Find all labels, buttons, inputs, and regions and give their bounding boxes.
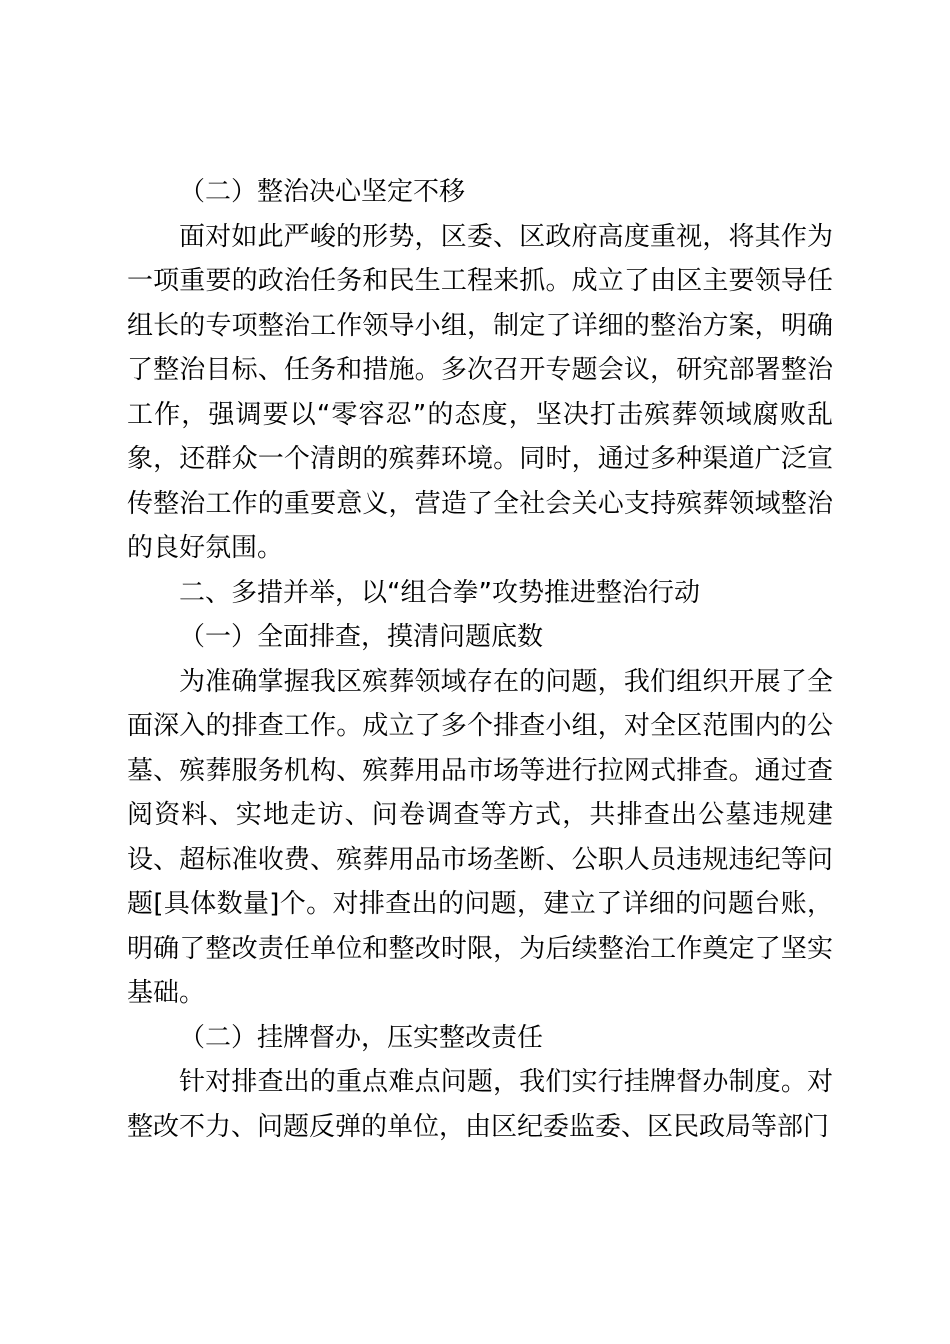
subsection-heading-investigation: （一）全面排查，摸清问题底数 bbox=[179, 622, 544, 652]
document-body bbox=[127, 170, 833, 1149]
paragraph-supervision: 针对排查出的重点难点问题，我们实行挂牌督办制度。对整改不力、问题反弹的单位，由区纪委监委、区民政局等部门 bbox=[127, 1067, 833, 1142]
paragraph-determination: 面对如此严峻的形势，区委、区政府高度重视，将其作为一项重要的政治任务和民生工程来抓。成立了由区主要领导任组长的专项整治工作领导小组，制定了详细的整治方案，明确了整治目标、任务和措施。多次召开专题会议，研究部署整治工作，强调要以“零容忍”的态度，坚决打击殡葬领域腐败乱象，还群众一个清朗的殡葬环境。同时，通过多种渠道广泛宣传整治工作的重要意义，营造了全社会关心支持殡葬领域整治的良好氛围。 bbox=[127, 221, 833, 563]
subsection-heading-supervision: （二）挂牌督办，压实整改责任 bbox=[179, 1022, 544, 1053]
section-heading-measures: 二、多措并举，以“组合拳”攻势推进整治行动 bbox=[179, 577, 700, 608]
section-heading-determination: （二）整治决心坚定不移 bbox=[179, 177, 466, 207]
paragraph-investigation: 为准确掌握我区殡葬领域存在的问题，我们组织开展了全面深入的排查工作。成立了多个排查小组，对全区范围内的公墓、殡葬服务机构、殡葬用品市场等进行拉网式排查。通过查阅资料、实地走访、问卷调查等方式，共排查出公墓违规建设、超标准收费、殡葬用品市场垄断、公职人员违规违纪等问题[具体数量]个。对排查出的问题，建立了详细的问题台账，明确了整改责任单位和整改时限，为后续整治工作奠定了坚实基础。 bbox=[127, 666, 833, 1008]
